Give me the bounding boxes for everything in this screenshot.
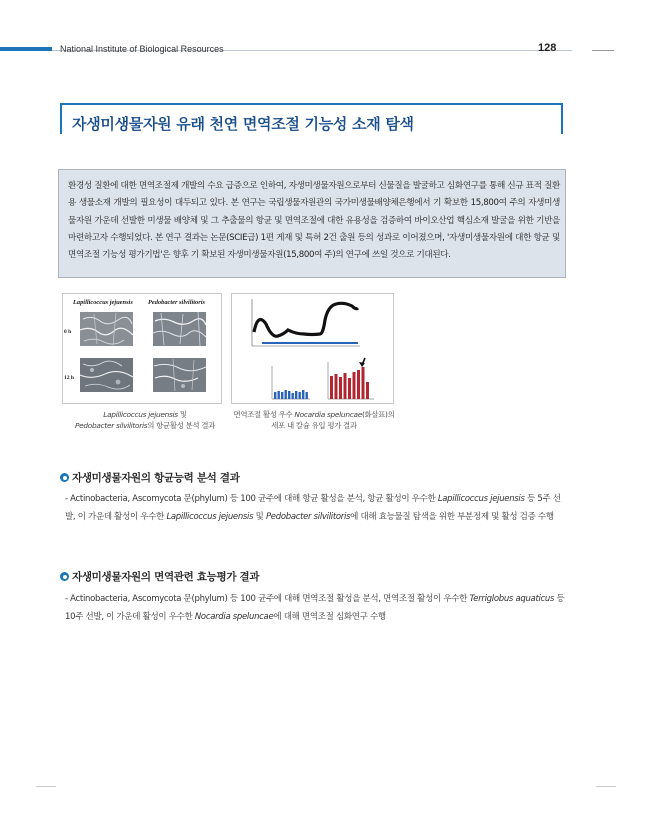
section2-body	[65, 591, 567, 626]
figure-row-label: 0 h	[64, 329, 72, 335]
micrograph	[153, 312, 206, 346]
micrograph	[153, 358, 206, 392]
summary-text: 환경성 질환에 대한 면역조절제 개발의 수요 급증으로 인하여, 자생미생물자원으로부터 신물질을 발굴하고 심화연구를 통해 신규 표적 질환용 생물소재 개발의 필요성이 대두되고 있다. 본 연구는 국립생물자원관의 국가미생물배양체은행에서 기 확보한 15,800여 주의 자생미생물자원 가운데 선발한 미생물 배양체 및 그 추출물의 항균 및 면역조절에 대한 유용성을 검증하여 바이오산업 핵심소재 발굴을 위한 기반을 마련하고자 수행되었다. 본 연구 결과는 논문(SCIE급) 1편 게재 및 특허 2건 출원 등의 성과로 이어졌으며, '자생미생물자원에 대한 항균 및 면역조절 기능성 평가기법'은 향후 기 확보된 자생미생물자원(15,800여 주)의 연구에 쓰일 것으로 기대된다.	[68, 181, 560, 261]
species-name: Pedobacter silvilitoris	[265, 511, 351, 522]
body-text: 및	[253, 511, 266, 522]
species-name: Nocardia speluncae	[194, 611, 274, 622]
calcium-influx-plots	[232, 294, 395, 405]
figure-row-label: 12 h	[64, 375, 74, 381]
footer-dash	[596, 786, 616, 787]
micrograph	[80, 312, 133, 346]
body-text: - Actinobacteria, Ascomycota 문(phylum) 등 100 균주에 대해 항균 활성을 분석, 항균 활성이 우수한	[65, 494, 438, 504]
body-text: 등 10주 선발, 이 가운데 활성이 우수한	[65, 594, 565, 622]
figure-left-caption	[60, 409, 230, 431]
micrograph	[80, 358, 133, 392]
caption-species: Lapillicoccus jejuensis	[103, 410, 178, 419]
page-title: 자생미생물자원 유래 천연 면역조절 기능성 소재 탐색	[72, 115, 414, 133]
title-frame	[60, 103, 563, 134]
figure-col-header: Lapillicoccus jejuensis	[73, 299, 133, 306]
section1-title: 자생미생물자원의 항균능력 분석 결과	[72, 472, 240, 484]
species-name: Lapillicoccus jejuensis	[166, 511, 254, 522]
caption-text: 및	[177, 410, 187, 419]
body-text: - Actinobacteria, Ascomycota 문(phylum) 등 100 균주에 대해 면역조절 활성을 분석, 면역조절 활성이 우수한	[65, 594, 470, 604]
header-organization: National Institute of Biological Resources	[60, 44, 224, 54]
calcium-influx-figure	[231, 293, 394, 404]
body-text: 에 대해 면역조절 심화연구 수행	[273, 611, 386, 622]
header-accent-bar	[0, 47, 52, 51]
section1-body	[65, 491, 567, 526]
body-text: 에 대해 효능물질 탐색을 위한 부분정제 및 활성 검증 수행	[350, 511, 554, 522]
summary-box	[58, 169, 566, 278]
caption-species: Pedobacter silvilitoris	[75, 421, 148, 430]
figure-right-caption	[224, 409, 404, 431]
header-dash	[592, 50, 614, 51]
figure-col-header: Pedobacter silvilitoris	[148, 299, 205, 306]
species-name: Lapillicoccus jejuensis	[437, 494, 525, 504]
footer-dash	[36, 786, 56, 787]
caption-text: 세포 내 칼슘 유입 평가 결과	[271, 421, 357, 430]
species-name: Terriglobus aquaticus	[469, 594, 555, 604]
caption-text: 의 항균활성 분석 결과	[147, 421, 215, 430]
section-bullet-icon	[60, 473, 69, 482]
section2-title: 자생미생물자원의 면역관련 효능평가 결과	[72, 571, 260, 583]
section-bullet-icon	[60, 572, 69, 581]
caption-text: (화살표)의	[361, 410, 395, 419]
body-text: 등 5주 선발, 이 가운데 활성이 우수한	[65, 494, 561, 522]
caption-text: 면역조절 활성 우수	[233, 410, 295, 419]
page-number: 128	[538, 42, 557, 54]
caption-species: Nocardia speluncae	[294, 410, 362, 419]
antibacterial-figure	[62, 293, 222, 404]
